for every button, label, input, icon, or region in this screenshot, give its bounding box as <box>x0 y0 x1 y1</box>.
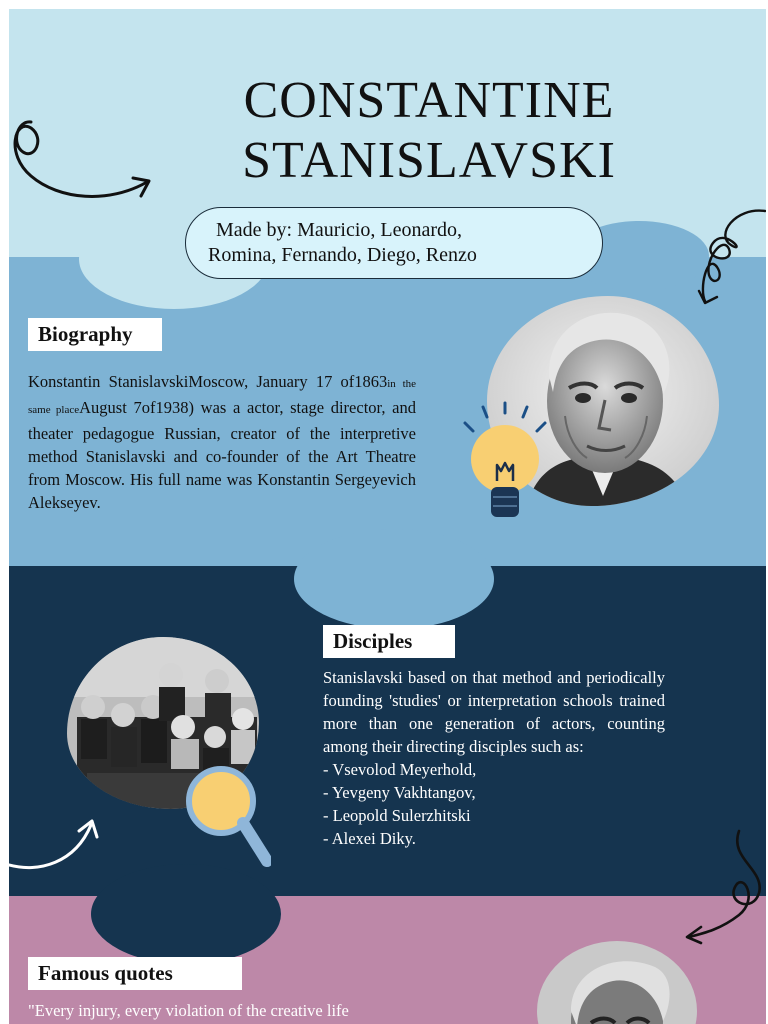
bio-cloud-bottom <box>294 529 494 629</box>
squiggle-arrow-icon <box>695 205 766 315</box>
curved-arrow-icon <box>9 817 105 877</box>
title-line-2: STANISLAVSKI <box>242 132 616 189</box>
magnifying-glass-icon <box>185 761 271 869</box>
made-by-line-2: Romina, Fernando, Diego, Renzo <box>208 244 477 266</box>
biography-heading: Biography <box>28 318 162 351</box>
disciple-list-item: - Vsevolod Meyerhold, <box>323 760 477 779</box>
disciples-heading: Disciples <box>323 625 455 658</box>
disciples-cloud-bottom <box>91 864 281 964</box>
curly-arrow-icon <box>9 114 159 214</box>
disciple-list-item: - Leopold Sulerzhitski <box>323 806 471 825</box>
made-by-line-1: Made by: Mauricio, Leonardo, <box>216 219 463 241</box>
biography-text: Konstantin StanislavskiMoscow, January 17 of1863in the same placeAugust 7of1938) was a actor, stage director, and theater pedagogue Russian, creator of the interpretive method Stanislavski and co-founder of the Art Theatre from Moscow. His full name was Konstantin Sergeyevich Alekseyev. <box>28 372 417 512</box>
lightbulb-icon <box>457 401 553 531</box>
disciples-text <box>323 666 665 850</box>
disciple-list-item: - Yevgeny Vakhtangov, <box>323 783 476 802</box>
disciple-list-item: - Alexei Diky. <box>323 829 416 848</box>
famous-quotes-heading: Famous quotes <box>28 957 242 990</box>
quote-text: "Every injury, every violation of the creative life <box>28 1001 349 1020</box>
made-by-pill <box>185 207 603 279</box>
page-title <box>179 71 679 191</box>
loop-arrow-icon <box>669 829 766 945</box>
disciples-intro: Stanislavski based on that method and periodically founding 'studies' or interpretation schools trained more than one generation of actors, counting among their directing disciples such as: <box>323 668 665 756</box>
infographic-page <box>9 9 766 1024</box>
title-line-1: CONSTANTINE <box>243 72 615 129</box>
